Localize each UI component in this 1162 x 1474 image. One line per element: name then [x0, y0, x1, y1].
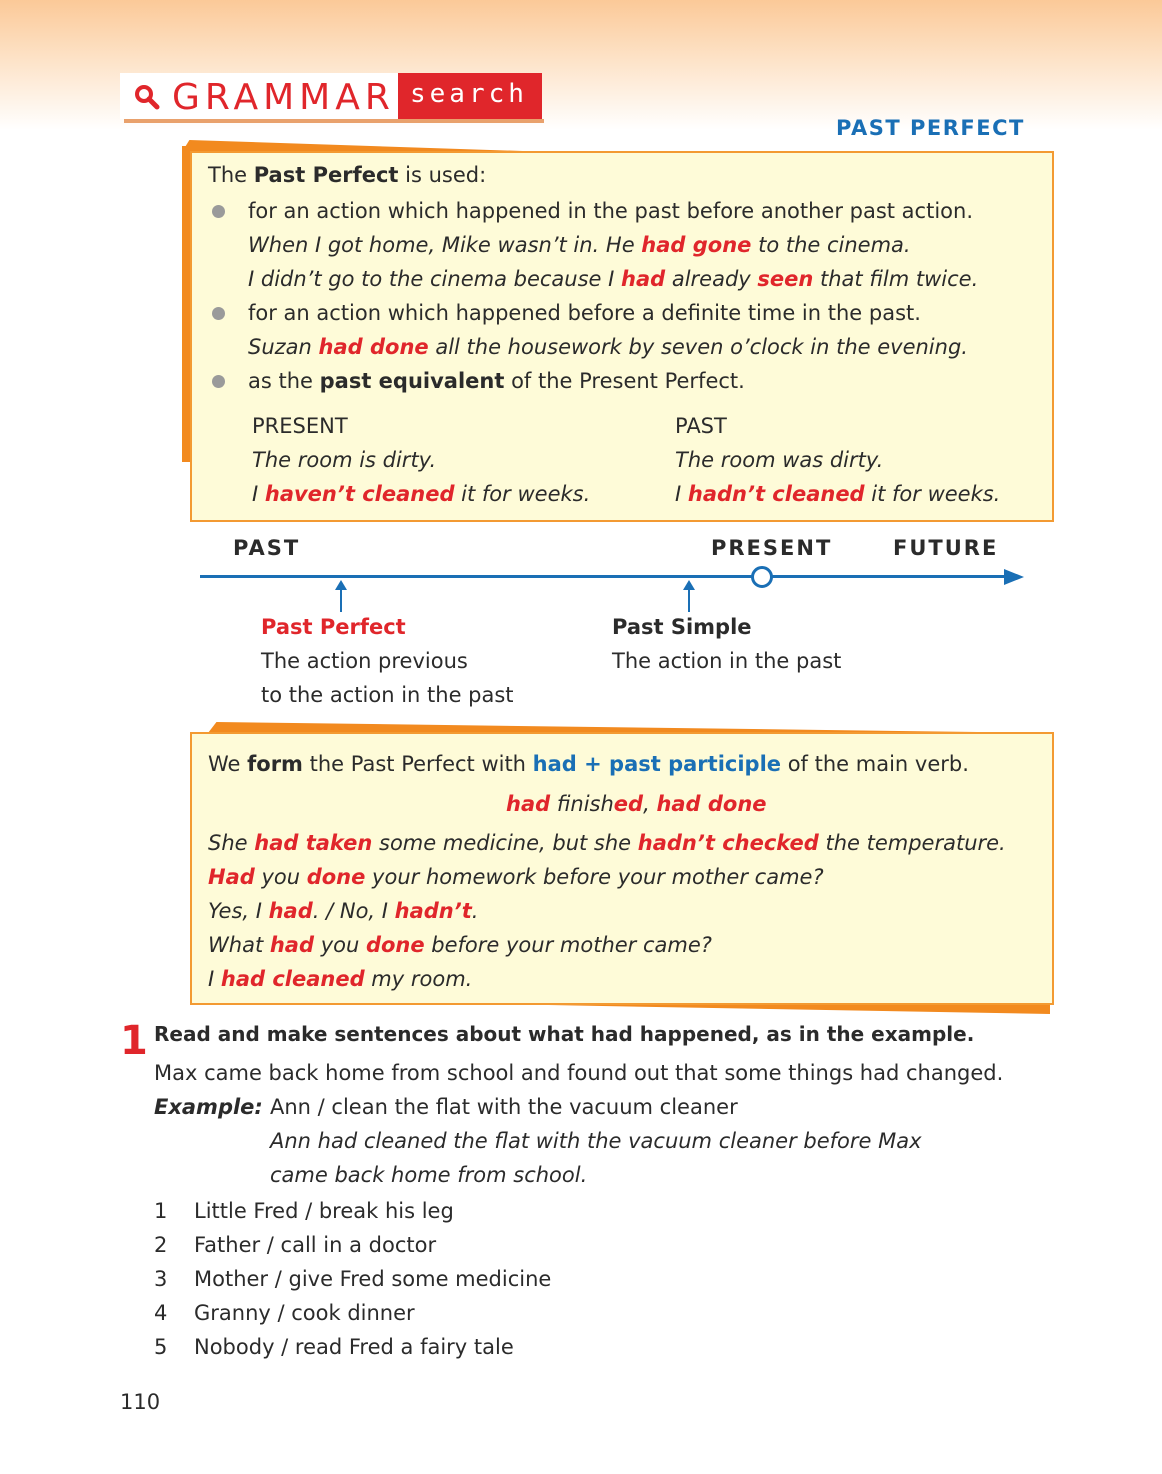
- past-simple-title: Past Simple: [612, 615, 752, 639]
- list-item: Nobody / read Fred a fairy tale: [194, 1335, 514, 1359]
- past-perfect-desc-2: to the action in the past: [261, 683, 514, 707]
- form-example-1: She had taken some medicine, but she hadn’t checked the temperature.: [208, 831, 1006, 855]
- past-example-2: I hadn’t cleaned it for weeks.: [675, 482, 1001, 506]
- present-marker: [751, 566, 773, 588]
- form-example-2: Had you done your homework before your mother came?: [208, 865, 824, 889]
- form-example-3: Yes, I had. / No, I hadn’t.: [208, 899, 479, 923]
- column-past-heading: PAST: [675, 414, 727, 438]
- logo-word: GRAMMAR: [172, 77, 395, 118]
- usage-bullet-3: as the past equivalent of the Present Perfect.: [248, 369, 745, 393]
- example-answer-2: came back home from school.: [270, 1163, 588, 1187]
- exercise-context: Max came back home from school and found out that some things had changed.: [154, 1061, 1004, 1085]
- form-example-4: What had you done before your mother came?: [208, 933, 712, 957]
- example-2: Suzan had done all the housework by seven o’clock in the evening.: [248, 335, 968, 359]
- item-number: 1: [154, 1199, 168, 1223]
- list-item: Mother / give Fred some medicine: [194, 1267, 552, 1291]
- list-item: Little Fred / break his leg: [194, 1199, 454, 1223]
- exercise-number: 1: [120, 1018, 148, 1064]
- example-1b: I didn’t go to the cinema because I had already seen that film twice.: [248, 267, 979, 291]
- item-number: 4: [154, 1301, 168, 1325]
- section-title: PAST PERFECT: [836, 116, 1025, 140]
- list-item: Granny / cook dinner: [194, 1301, 415, 1325]
- timeline-arrowhead: [1004, 569, 1024, 585]
- timeline-label-future: FUTURE: [893, 536, 999, 560]
- form-example-5: I had cleaned my room.: [208, 967, 473, 991]
- timeline-label-present: PRESENT: [711, 536, 833, 560]
- example-answer-1: Ann had cleaned the flat with the vacuum cleaner before Max: [270, 1129, 922, 1153]
- present-example-2: I haven’t cleaned it for weeks.: [252, 482, 591, 506]
- timeline-label-past: PAST: [233, 536, 301, 560]
- past-perfect-title: Past Perfect: [261, 615, 406, 639]
- item-number: 3: [154, 1267, 168, 1291]
- usage-bullet-2: for an action which happened before a definite time in the past.: [248, 301, 921, 325]
- item-number: 2: [154, 1233, 168, 1257]
- bullet-dot: [212, 307, 225, 320]
- exercise-instruction: Read and make sentences about what had happened, as in the example.: [154, 1022, 975, 1046]
- example-label: Example:: [154, 1095, 263, 1119]
- form-pattern: had finished, had done: [506, 792, 767, 816]
- timeline-axis: [200, 575, 1010, 578]
- past-simple-arrow-stem: [688, 588, 690, 612]
- example-1a: When I got home, Mike wasn’t in. He had gone to the cinema.: [248, 233, 911, 257]
- logo-tag: search: [410, 79, 528, 109]
- page-number: 110: [120, 1390, 161, 1414]
- magnifier-icon: [134, 84, 160, 110]
- column-present-heading: PRESENT: [252, 414, 348, 438]
- item-number: 5: [154, 1335, 168, 1359]
- bullet-dot: [212, 375, 225, 388]
- list-item: Father / call in a doctor: [194, 1233, 437, 1257]
- bullet-dot: [212, 205, 225, 218]
- grammar-search-logo: [120, 73, 544, 121]
- example-prompt: Ann / clean the flat with the vacuum cleaner: [270, 1095, 738, 1119]
- past-perfect-desc-1: The action previous: [261, 649, 468, 673]
- form-rule: We form the Past Perfect with had + past participle of the main verb.: [208, 752, 969, 776]
- past-perfect-arrow-stem: [340, 588, 342, 612]
- past-example-1: The room was dirty.: [675, 448, 884, 472]
- past-simple-desc: The action in the past: [612, 649, 842, 673]
- usage-intro: The Past Perfect is used:: [208, 163, 487, 187]
- usage-bullet-1: for an action which happened in the past before another past action.: [248, 199, 973, 223]
- present-example-1: The room is dirty.: [252, 448, 437, 472]
